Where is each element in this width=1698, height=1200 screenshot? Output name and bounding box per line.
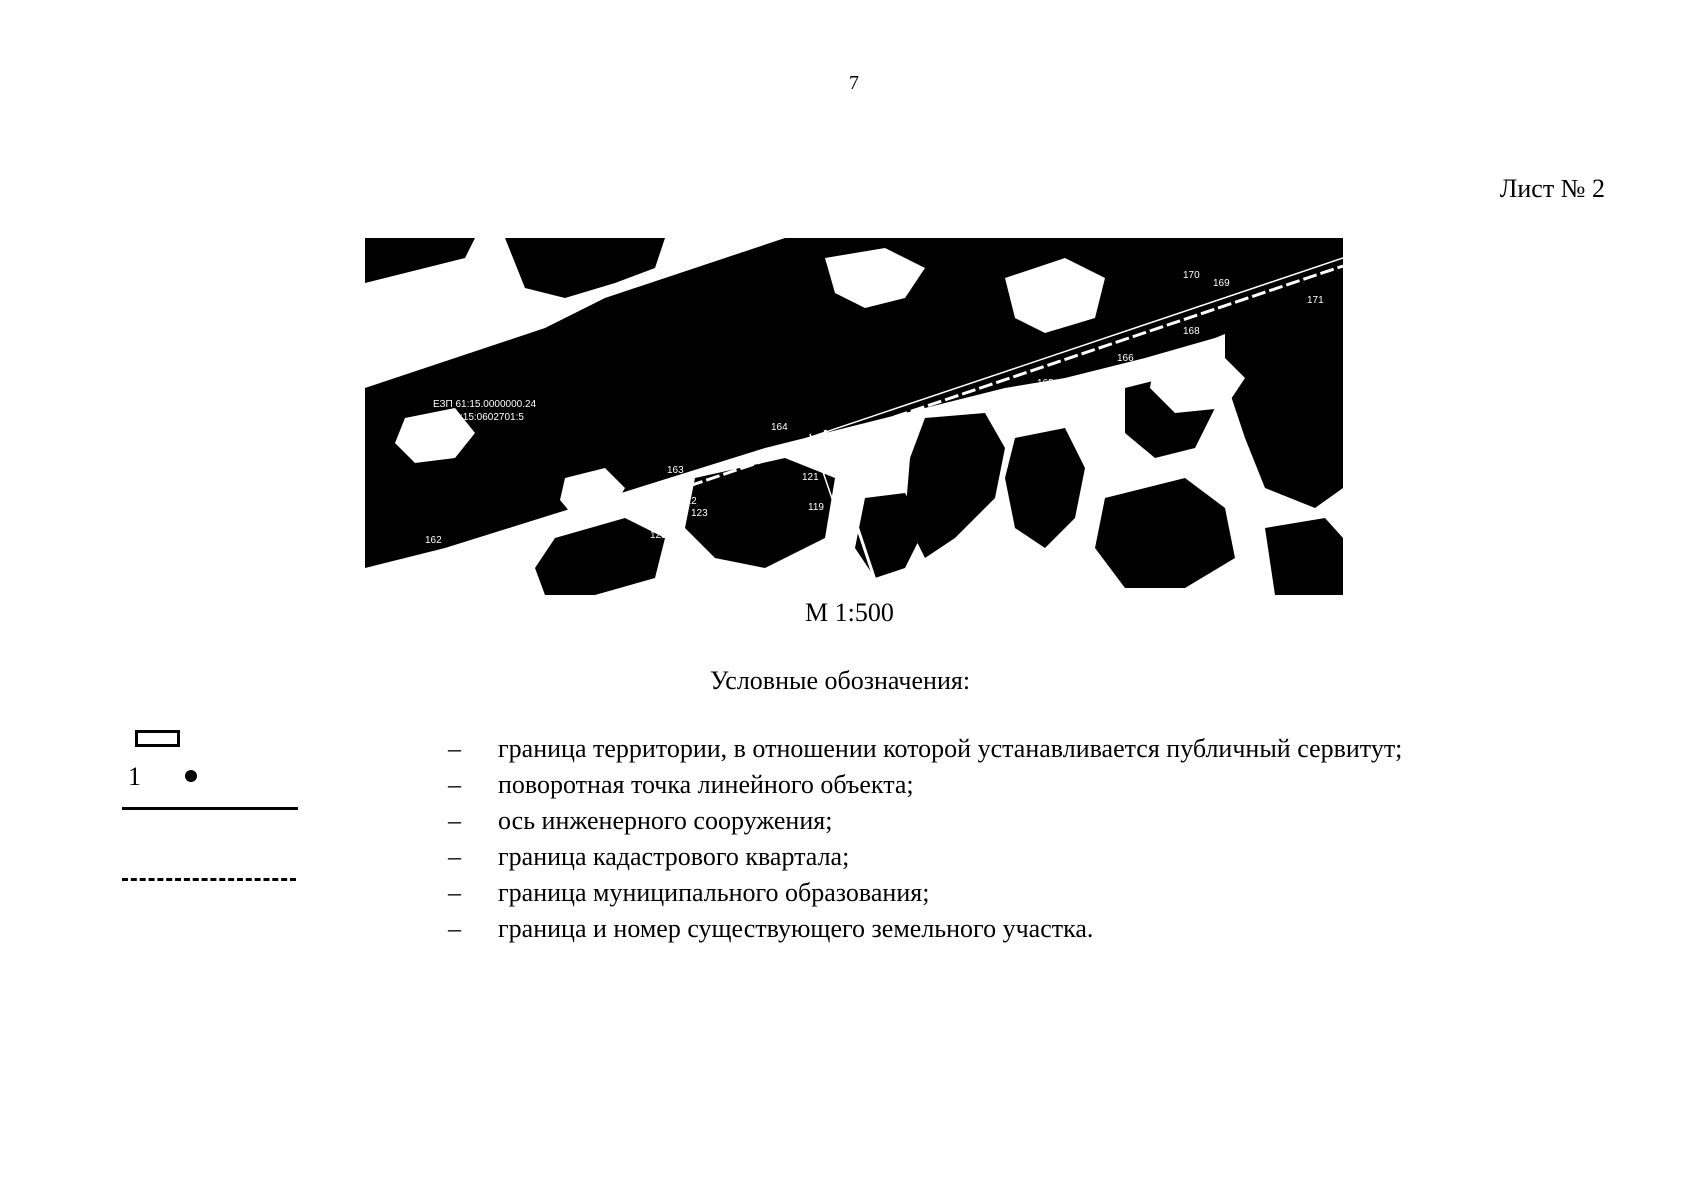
map-point-label: 129 — [465, 580, 482, 591]
legend-dash: – — [448, 806, 461, 835]
legend-item-text: граница территории, в отношении которой устанавливается публичный сервитут; — [498, 734, 1403, 763]
map-scale: М 1:500 — [805, 598, 894, 627]
map-point-label: 122 — [680, 496, 697, 507]
map-point-label: 164 — [771, 422, 788, 433]
map-point-label: 163 — [667, 465, 684, 476]
legend-dash: – — [448, 914, 461, 943]
legend-dash: – — [448, 842, 461, 871]
sheet-label: Лист № 2 — [1499, 174, 1605, 203]
map-point-label: 131 — [417, 584, 434, 595]
legend-item — [448, 911, 1402, 947]
map-point-label: 166 — [1117, 353, 1134, 364]
map-label-quarter: 61:04.0040301 — [920, 452, 987, 463]
map-point-label: 130 — [441, 582, 458, 593]
map-point-label: 169 — [1213, 278, 1230, 289]
turning-point-dot-icon — [185, 770, 197, 782]
legend-item — [448, 731, 1402, 767]
map-point-label: 170 — [1183, 270, 1200, 281]
legend-list — [448, 731, 1402, 947]
map-point-label: 167 — [1045, 310, 1062, 321]
map-svg — [365, 238, 1343, 595]
legend-item-text: граница и номер существующего земельного участка. — [498, 914, 1094, 943]
map-point-label: 165 — [1037, 378, 1054, 389]
municipal-boundary-symbol — [122, 878, 296, 881]
turning-point-number: 1 — [128, 762, 141, 791]
legend-item-text: граница кадастрового квартала; — [498, 842, 850, 871]
legend-dash: – — [448, 878, 461, 907]
map-point-label: 171 — [1307, 295, 1324, 306]
map-point-label: 123 — [691, 508, 708, 519]
legend-title: Условные обозначения: — [710, 666, 971, 695]
map-point-label: 162 — [425, 535, 442, 546]
legend-item — [448, 875, 1402, 911]
map-point-label: 127 — [491, 558, 508, 569]
legend-item — [448, 839, 1402, 875]
legend-item-text: ось инженерного сооружения; — [498, 806, 833, 835]
legend-item — [448, 767, 1402, 803]
legend-dash: – — [448, 770, 461, 799]
legend-dash: – — [448, 734, 461, 763]
legend-item-text: поворотная точка линейного объекта; — [498, 770, 914, 799]
map-point-label: 128 — [491, 575, 508, 586]
engineering-axis-symbol — [122, 807, 298, 810]
map-image — [365, 238, 1343, 595]
map-label-vh: вх. 61:15:0602701:5 — [433, 412, 524, 423]
map-point-label: 125 — [650, 530, 667, 541]
map-point-label: 119 — [808, 502, 824, 513]
map-label-ezp: ЕЗП 61:15.0000000.24 — [433, 399, 537, 410]
servitude-boundary-symbol — [135, 730, 180, 747]
map-point-label: 168 — [1183, 326, 1200, 337]
legend-item-text: граница муниципального образования; — [498, 878, 930, 907]
page-number: 7 — [849, 72, 859, 94]
legend-item — [448, 803, 1402, 839]
map-point-label: 121 — [802, 472, 819, 483]
